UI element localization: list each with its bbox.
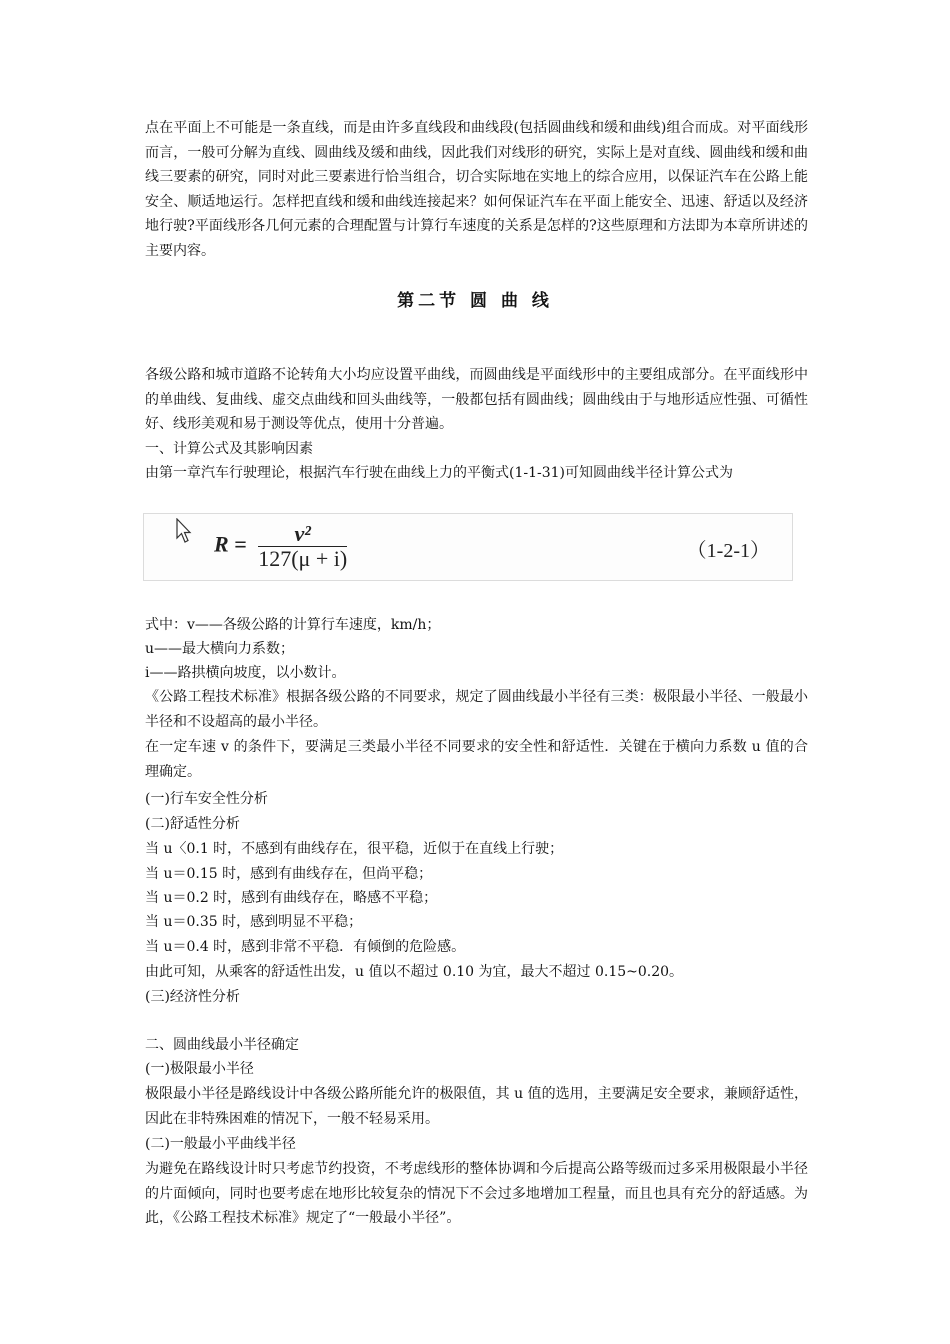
comfort-case-3: 当 u＝0.2 时，感到有曲线存在，略感不平稳； xyxy=(145,890,438,906)
subheading-safety: (一)行车安全性分析 xyxy=(145,791,268,807)
comfort-case-4: 当 u＝0.35 时，感到明显不平稳； xyxy=(145,914,363,930)
paragraph-limit-radius: 极限最小半径是路线设计中各级公路所能允许的极限值，其 u 值的选用，主要满足安全要求，兼顾舒适性，因此在非特殊困难的情况下，一般不轻易采用。 xyxy=(145,1086,808,1127)
definition-v: 式中：v——各级公路的计算行车速度，km/h； xyxy=(145,617,441,633)
heading-formula-factors: 一、计算公式及其影响因素 xyxy=(145,441,313,457)
mouse-cursor-icon xyxy=(176,518,192,544)
subheading-comfort: (二)舒适性分析 xyxy=(145,816,240,832)
definition-u: u——最大横向力系数； xyxy=(145,641,295,657)
section-title: 第二节 圆 曲 线 xyxy=(397,291,553,311)
definition-i: i——路拱横向坡度，以小数计。 xyxy=(145,665,346,681)
comfort-case-2: 当 u＝0.15 时，感到有曲线存在，但尚平稳； xyxy=(145,866,433,882)
subheading-general-radius: (二)一般最小平曲线半径 xyxy=(145,1136,296,1152)
comfort-case-5: 当 u＝0.4 时，感到非常不平稳．有倾倒的危险感。 xyxy=(145,939,466,955)
paragraph-standard: 《公路工程技术标准》根据各级公路的不同要求，规定了圆曲线最小半径有三类：极限最小半径、一般最小半径和不设超高的最小半径。 xyxy=(145,689,808,730)
subheading-economy: (三)经济性分析 xyxy=(145,989,240,1005)
formula-image xyxy=(143,513,793,581)
heading-min-radius: 二、圆曲线最小半径确定 xyxy=(145,1037,299,1053)
equation-number: （1-2-1） xyxy=(686,540,770,562)
formula-denominator: 127(μ + i) xyxy=(258,546,348,571)
formula-intro-line: 由第一章汽车行驶理论，根据汽车行驶在曲线上力的平衡式(1-1-31)可知圆曲线半径计算公式为 xyxy=(145,465,734,481)
subheading-limit-radius: (一)极限最小半径 xyxy=(145,1061,254,1077)
comfort-case-1: 当 u〈0.1 时，不感到有曲线存在，很平稳，近似于在直线上行驶； xyxy=(145,841,564,857)
formula-numerator: v² xyxy=(258,522,347,547)
intro-paragraph: 点在平面上不可能是一条直线，而是由许多直线段和曲线段(包括圆曲线和缓和曲线)组合而成。对平面线形而言，一般可分解为直线、圆曲线及缓和曲线，因此我们对线形的研究，实际上是对直线、圆曲线和缓和曲线三要素的研究，同时对此三要素进行恰当组合，切合实际地在实地上的综合应用，以保证汽车在公路上能安全、顺适地运行。怎样把直线和缓和曲线连接起来？如何保证汽车在平面上能安全、迅速、舒适以及经济地行驶?平面线形各几何元素的合理配置与计算行车速度的关系是怎样的?这些原理和方法即为本章所讲述的主要内容。 xyxy=(145,120,808,259)
paragraph-lateral-force: 在一定车速 v 的条件下，要满足三类最小半径不同要求的安全性和舒适性．关键在于横向力系数 u 值的合理确定。 xyxy=(145,739,808,780)
paragraph-general-radius: 为避免在路线设计时只考虑节约投资，不考虑线形的整体协调和今后提高公路等级而过多采用极限最小半径的片面倾向，同时也要考虑在地形比较复杂的情况下不会过多地增加工程量，而且也具有充分的舒适感。为此，《公路工程技术标准》规定了“一般最小半径”。 xyxy=(145,1161,808,1226)
formula-fraction xyxy=(258,522,347,571)
radius-formula xyxy=(214,522,347,571)
comfort-conclusion: 由此可知，从乘客的舒适性出发，u 值以不超过 0.10 为宜，最大不超过 0.15~0.20。 xyxy=(145,964,684,980)
paragraph-circular-curve: 各级公路和城市道路不论转角大小均应设置平曲线，而圆曲线是平面线形中的主要组成部分。在平面线形中的单曲线、复曲线、虚交点曲线和回头曲线等，一般都包括有圆曲线；圆曲线由于与地形适应性强、可循性好、线形美观和易于测设等优点，使用十分普遍。 xyxy=(145,367,808,432)
formula-lhs: R = xyxy=(214,531,247,557)
